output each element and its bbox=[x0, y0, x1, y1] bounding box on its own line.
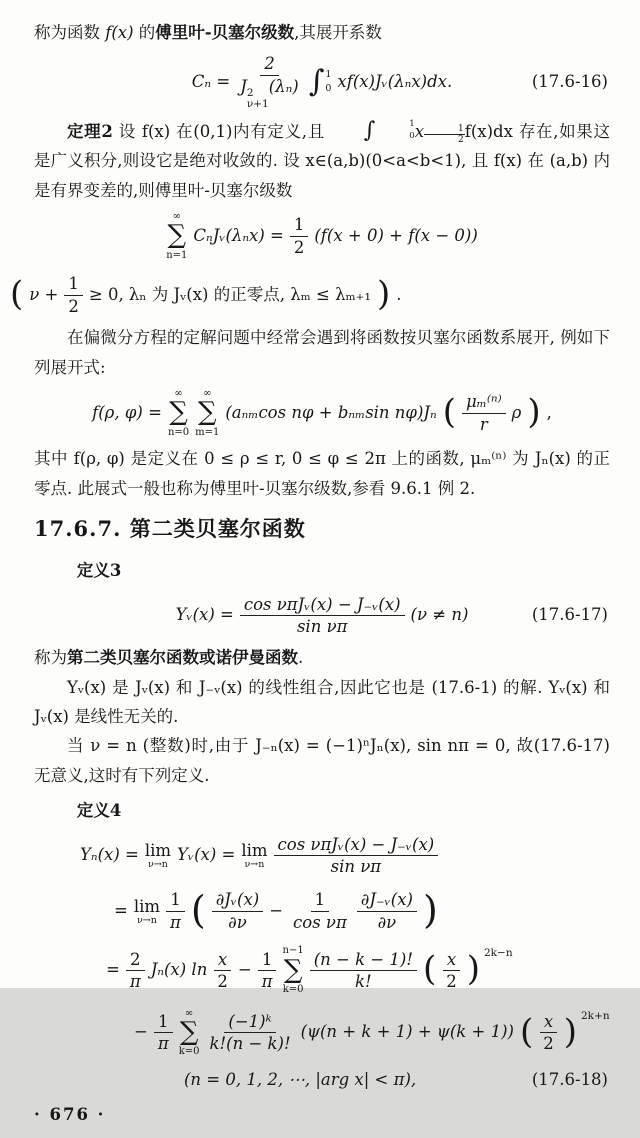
pde-paragraph: 在偏微分方程的定解问题中经常会遇到将函数按贝塞尔函数系展开, 例如下列展开式: bbox=[34, 328, 610, 377]
frac-num: 1 bbox=[166, 889, 185, 911]
alternating-fraction bbox=[206, 1011, 295, 1055]
lhs: f(ρ, φ) = bbox=[92, 402, 162, 422]
intro-bold-term: 傅里叶-贝塞尔级数 bbox=[155, 23, 295, 42]
page-number: · 676 · bbox=[34, 1104, 106, 1124]
x-over-2 bbox=[442, 949, 461, 993]
frac-den: 2 bbox=[217, 971, 228, 991]
frac-num: 1 bbox=[290, 214, 309, 236]
sum-upper: ∞ bbox=[174, 387, 183, 399]
frac-num: ∂J₋ᵥ(x) bbox=[357, 889, 417, 911]
eq16-body: xf(x)Jᵥ(λₙx)dx. bbox=[337, 71, 453, 91]
frac-den: k! bbox=[355, 971, 372, 991]
exponent-half bbox=[424, 124, 465, 146]
yv-fraction bbox=[274, 834, 439, 878]
inline-integral bbox=[331, 119, 415, 142]
sum-glyph: ∑ bbox=[197, 397, 217, 428]
cond-left: ν + bbox=[29, 284, 59, 304]
frac-num: cos νπJᵥ(x) − J₋ᵥ(x) bbox=[274, 834, 439, 856]
limit-operator bbox=[241, 842, 267, 870]
den-sub: ν+1 bbox=[246, 98, 269, 111]
frac-num: 1 bbox=[154, 1011, 173, 1033]
sum-lower: n=0 bbox=[167, 426, 190, 438]
x-over-2 bbox=[213, 949, 232, 993]
minus: − bbox=[134, 1022, 148, 1042]
frac-num: x bbox=[540, 1011, 557, 1033]
lim-sub: ν→n bbox=[244, 858, 265, 870]
factorial-fraction bbox=[310, 949, 417, 993]
theorem-text-2: f(x)dx 存在,如果这是广义积分,则设它是绝对收敛的. 设 x∈(a,b)(0<a<b<1), 且 f(x) 在 (a,b) 内是有界变差的,则傅里叶-贝塞尔级数 bbox=[34, 121, 610, 200]
sum-glyph: ∑ bbox=[179, 1017, 199, 1048]
intro-line bbox=[34, 18, 610, 47]
linear-combination-paragraph: Yᵥ(x) 是 Jᵥ(x) 和 J₋ᵥ(x) 的线性组合,因此它也是 (17.6-1) 的解. Yᵥ(x) 和 Jᵥ(x) 是线性无关的. bbox=[34, 677, 610, 727]
lim-word: lim bbox=[144, 840, 172, 860]
frac-den: 2 bbox=[543, 1034, 554, 1054]
definition-3-label: 定义3 bbox=[76, 561, 122, 581]
name-post: . bbox=[298, 648, 304, 668]
sum-lower: m=1 bbox=[195, 426, 220, 438]
section-heading-17-6-7: 17.6.7. 第二类贝塞尔函数 bbox=[34, 515, 306, 541]
frac-den: cos νπ bbox=[293, 912, 347, 932]
equals: = bbox=[114, 901, 128, 921]
one-over-cos bbox=[289, 889, 351, 933]
frac-den bbox=[236, 76, 303, 111]
equation-17-6-18-line1 bbox=[80, 834, 610, 878]
sum-lower: k=0 bbox=[282, 984, 304, 996]
sum-body-right: (f(x + 0) + f(x − 0)) bbox=[314, 225, 478, 245]
frac-den: 2 bbox=[68, 296, 79, 316]
two-over-pi bbox=[126, 949, 145, 993]
definition-4-label: 定义4 bbox=[76, 801, 122, 821]
equation-number: (17.6-18) bbox=[531, 1069, 608, 1089]
sum-glyph: ∑ bbox=[169, 397, 188, 428]
sum-operator bbox=[283, 945, 304, 995]
condition-line: ( ν + $\frac{1}{2}$ ≥ 0, λₙ 为 Jᵥ(x) 的正零点, λₘ ≤ λₘ₊₁ ) . bbox=[10, 274, 402, 316]
frac-den: 2 bbox=[446, 971, 457, 991]
integral-sign bbox=[308, 64, 332, 100]
equation-17-6-16 bbox=[34, 53, 610, 111]
frac-num: x bbox=[214, 949, 231, 971]
frac-den: ∂ν bbox=[228, 912, 247, 932]
frac-den: sin νπ bbox=[296, 616, 348, 636]
intro-text-3: ,其展开系数 bbox=[294, 23, 382, 42]
trailing-comma: , bbox=[546, 402, 552, 422]
yv-fraction bbox=[240, 594, 405, 638]
den-sup: 2 bbox=[246, 86, 254, 99]
frac-den: π bbox=[170, 912, 181, 932]
eq16-lhs: Cₙ = bbox=[191, 71, 231, 91]
den-base: J bbox=[240, 76, 247, 96]
one-over-pi bbox=[154, 1011, 173, 1055]
equation-17-6-18-line2: = lim ν→n $\frac{1}{\pi}$ ( $\frac{\text{∂Jᵥ(x)}}{\partial\nu}$ − $\frac{1}{\text{cos νπ}}$ $\frac{\text{∂J₋ᵥ(x)}}{\partial\nu}$ ) bbox=[114, 888, 438, 933]
frac-num: 1 bbox=[311, 889, 330, 911]
theorem-2-paragraph bbox=[34, 117, 610, 205]
period: . bbox=[396, 284, 402, 304]
sum-lower: k=0 bbox=[178, 1046, 200, 1058]
sum-upper: ∞ bbox=[203, 387, 212, 399]
integer-case-paragraph: 当 ν = n (整数)时,由于 J₋ₙ(x) = (−1)ⁿJₙ(x), sin nπ = 0, 故(17.6-17)无意义,这时有下列定义. bbox=[34, 736, 610, 785]
sum-upper: ∞ bbox=[172, 210, 181, 222]
jn-ln: Jₙ(x) ln bbox=[150, 960, 208, 980]
frac-den: ∂ν bbox=[377, 912, 397, 932]
neumann-naming-line bbox=[34, 643, 610, 672]
theorem-text-1: 设 f(x) 在(0,1)内有定义,且 bbox=[112, 121, 331, 141]
frac-den: r bbox=[479, 414, 488, 434]
frac-num: 2 bbox=[260, 53, 279, 75]
limit-operator bbox=[134, 898, 160, 926]
frac-den: 2 bbox=[293, 237, 305, 257]
frac-num: 1 bbox=[64, 273, 83, 295]
one-over-pi bbox=[258, 949, 277, 993]
series-body: (aₙₘcos nφ + bₙₘsin nφ)Jₙ bbox=[225, 402, 437, 422]
sum-operator bbox=[166, 211, 187, 261]
sum-body-left: CₙJᵥ(λₙx) = bbox=[193, 225, 284, 245]
x-over-2 bbox=[539, 1011, 558, 1055]
half-fraction bbox=[290, 214, 309, 258]
mu-over-r-fraction bbox=[462, 391, 506, 435]
sum-upper: n−1 bbox=[282, 945, 304, 957]
lim-word: lim bbox=[133, 896, 161, 916]
condition: (ν ≠ n) bbox=[410, 605, 469, 625]
equation-17-6-18-line4: − $\frac{1}{\pi}$ ∞ ∑ k=0 $\frac{\text{(−1)ᵏ}}{k!(n - k)!}$ (ψ(n + k + 1) + ψ(k + 1)) ( $\frac{x}{2}$ ) 2k+n bbox=[134, 1007, 610, 1058]
name-bold: 第二类贝塞尔函数或诺伊曼函数 bbox=[67, 648, 298, 668]
equation-17-6-18-line5 bbox=[184, 1070, 610, 1091]
equals: = bbox=[106, 960, 120, 980]
lim-sub: ν→n bbox=[148, 858, 168, 870]
lhs: Yₙ(x) = bbox=[80, 845, 139, 865]
frac-num: 2 bbox=[126, 949, 145, 971]
partial-derivative-2 bbox=[357, 889, 417, 933]
mid: Yᵥ(x) = bbox=[177, 845, 236, 865]
frac-den: sin νπ bbox=[330, 857, 382, 876]
frac-num: (−1)ᵏ bbox=[224, 1011, 275, 1033]
frac-num: ∂Jᵥ(x) bbox=[212, 889, 263, 911]
frac-den: π bbox=[157, 1034, 169, 1054]
frac-num: x bbox=[443, 949, 460, 971]
equation-number: (17.6-17) bbox=[531, 605, 608, 625]
sum-operator-n bbox=[168, 388, 189, 438]
exponent: 2k−n bbox=[484, 947, 513, 960]
intro-text-1: 称为函数 bbox=[34, 23, 106, 42]
lower-limit: 0 bbox=[409, 130, 415, 141]
frac-num: 1 bbox=[258, 949, 277, 971]
exponent: 2k+n bbox=[581, 1009, 610, 1022]
exp-num: 1 bbox=[424, 124, 465, 135]
integral-limits bbox=[376, 119, 414, 142]
frac-den: k!(n − k)! bbox=[209, 1034, 291, 1054]
equation-17-6-18-line3: = $\frac{2}{\pi}$ Jₙ(x) ln $\frac{x}{2}$ − $\frac{1}{\pi}$ n−1 ∑ k=0 $\frac{(n - k - 1)!}{k!}$ ( $\frac{x}{2}$ ) 2k−n bbox=[106, 945, 513, 996]
intro-fx: f(x) bbox=[105, 23, 134, 42]
integral-limits bbox=[325, 68, 331, 97]
den-supsub bbox=[247, 88, 269, 111]
domain-condition: (n = 0, 1, 2, ⋯, |arg x| < π), bbox=[184, 1069, 417, 1089]
eq16-fraction bbox=[236, 53, 303, 111]
frac-den: π bbox=[261, 971, 273, 991]
sum-lower: n=1 bbox=[166, 249, 188, 261]
lim-sub: ν→n bbox=[137, 914, 157, 926]
upper-limit: 1 bbox=[409, 119, 415, 130]
rho-phi-expansion-equation: f(ρ, φ) = ∞ ∑ n=0 ∞ ∑ m=1 (aₙₘcos nφ + bₙₘsin nφ)Jₙ ( $\frac{\text{μₘ⁽ⁿ⁾}}{r}$ ρ ) , bbox=[92, 387, 552, 438]
mu-zero-paragraph: 其中 f(ρ, φ) 是定义在 0 ≤ ρ ≤ r, 0 ≤ φ ≤ 2π 上的函数, μₘ⁽ⁿ⁾ 为 Jₙ(x) 的正零点. 此展式一般也称为傅里叶-贝塞尔级数,参看 9.6.1 例 2. bbox=[34, 449, 610, 498]
frac-num: cos νπJᵥ(x) − J₋ᵥ(x) bbox=[240, 594, 405, 616]
theorem-label: 定理2 bbox=[67, 121, 113, 141]
name-pre: 称为 bbox=[34, 648, 67, 668]
integral-glyph: ∫ bbox=[308, 64, 325, 100]
lhs: Yᵥ(x) = bbox=[175, 605, 234, 625]
sum-glyph: ∑ bbox=[167, 220, 187, 251]
minus: − bbox=[237, 960, 252, 980]
rho-symbol: ρ bbox=[511, 402, 522, 422]
den-arg: (λₙ) bbox=[268, 76, 299, 96]
integral-glyph: ∫ bbox=[363, 117, 376, 143]
minus: − bbox=[269, 901, 284, 921]
sum-glyph: ∑ bbox=[283, 954, 303, 985]
sum-operator-m bbox=[195, 388, 219, 438]
limit-operator bbox=[145, 842, 171, 870]
upper-limit: 1 bbox=[325, 68, 332, 80]
frac-num: (n − k − 1)! bbox=[310, 949, 417, 971]
exp-den: 2 bbox=[458, 135, 464, 146]
equation-17-6-17 bbox=[34, 594, 610, 638]
frac-num: μₘ⁽ⁿ⁾ bbox=[462, 391, 506, 413]
sum-upper: ∞ bbox=[184, 1007, 194, 1019]
fourier-bessel-sum-equation bbox=[34, 211, 610, 261]
half-fraction bbox=[64, 273, 83, 317]
equation-number: (17.6-16) bbox=[531, 71, 608, 91]
sum-operator bbox=[179, 1008, 200, 1058]
x-base: x bbox=[414, 121, 425, 141]
frac-den: π bbox=[129, 971, 141, 991]
lim-word: lim bbox=[241, 840, 268, 860]
intro-text-2: 的 bbox=[133, 23, 156, 42]
psi-terms: (ψ(n + k + 1) + ψ(k + 1)) bbox=[300, 1022, 514, 1042]
one-over-pi bbox=[166, 889, 185, 933]
lower-limit: 0 bbox=[325, 83, 332, 95]
partial-derivative-1 bbox=[212, 889, 263, 933]
cond-right: ≥ 0, λₙ 为 Jᵥ(x) 的正零点, λₘ ≤ λₘ₊₁ bbox=[88, 284, 371, 304]
